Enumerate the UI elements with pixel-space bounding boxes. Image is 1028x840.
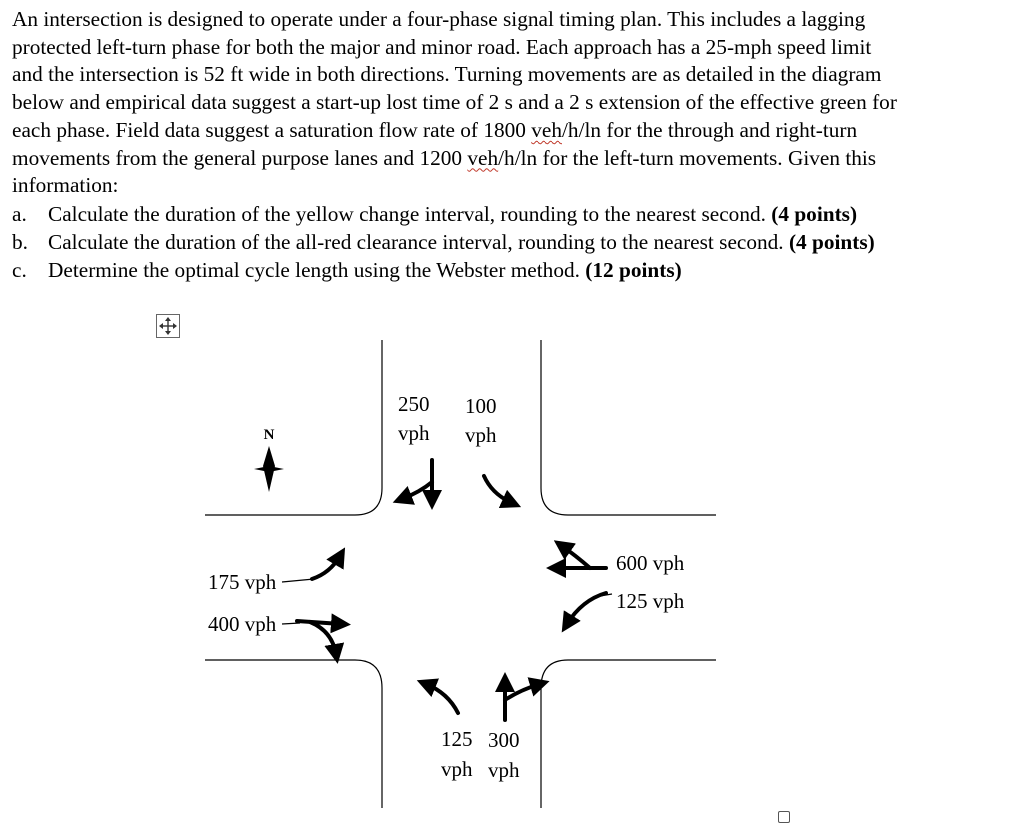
eastbound-left-arrow-icon	[312, 556, 340, 579]
northbound-left-arrow-icon	[505, 684, 540, 700]
problem-line-3: and the intersection is 52 ft wide in both directions. Turning movements are as detailed in the diagram	[12, 62, 882, 87]
eastbound-right-arrow-icon	[310, 622, 336, 654]
eastbound-through-leader	[282, 623, 300, 624]
question-marker: c.	[12, 258, 27, 282]
problem-line-4: below and empirical data suggest a start-up lost time of 2 s and a 2 s extension of the effective green for	[12, 90, 897, 115]
sb-left-unit: vph	[465, 423, 497, 447]
question-points: (12 points)	[585, 258, 682, 282]
nb-left-volume: 125	[441, 727, 473, 751]
north-arrow-icon	[254, 427, 284, 492]
wb-left-volume: 125 vph	[616, 589, 685, 613]
question-marker: b.	[12, 230, 28, 254]
movement-arrows	[297, 460, 606, 720]
nb-through-unit: vph	[488, 758, 520, 782]
problem-line-5: each phase. Field data suggest a saturation flow rate of 1800 veh/h/ln for the through and right-turn	[12, 117, 858, 142]
eastbound-left-leader	[282, 579, 314, 582]
curb-northeast	[541, 340, 716, 515]
problem-line-7: information:	[12, 173, 119, 198]
sb-through-unit: vph	[398, 421, 430, 445]
nb-left-unit: vph	[441, 757, 473, 781]
question-text: Calculate the duration of the all-red clearance interval, rounding to the nearest second.	[48, 230, 789, 254]
nb-through-volume: 300	[488, 728, 520, 752]
curb-northwest	[205, 340, 382, 515]
eastbound-through-arrow-icon	[297, 621, 341, 624]
checkbox-icon[interactable]	[778, 811, 790, 823]
problem-line-2: protected left-turn phase for both the major and minor road. Each approach has a 25-mph speed limit	[12, 34, 872, 59]
north-label: N	[263, 427, 275, 443]
problem-line-1: An intersection is designed to operate under a four-phase signal timing plan. This includes a lagging	[12, 7, 866, 31]
question-text: Determine the optimal cycle length using the Webster method.	[48, 258, 586, 282]
westbound-left-arrow-icon	[562, 546, 590, 568]
southbound-right-arrow-icon	[484, 476, 512, 503]
curb-southeast	[541, 660, 716, 808]
westbound-right-arrow-icon	[567, 593, 606, 624]
eb-through-volume: 400 vph	[208, 612, 277, 636]
question-points: (4 points)	[771, 202, 858, 226]
curb-southwest	[205, 660, 382, 808]
move-arrows-icon[interactable]	[156, 314, 180, 338]
northbound-right-arrow-icon	[426, 684, 458, 713]
southbound-left-arrow-icon	[402, 482, 432, 499]
eb-left-volume: 175 vph	[208, 570, 277, 594]
question-marker: a.	[12, 202, 27, 226]
problem-line-6: movements from the general purpose lanes and 1200 veh/h/ln for the left-turn movements. Given this	[12, 145, 877, 170]
question-points: (4 points)	[788, 230, 875, 254]
sb-left-volume: 100	[465, 394, 497, 418]
question-text: Calculate the duration of the yellow change interval, rounding to the nearest second.	[48, 202, 772, 226]
sb-through-volume: 250	[398, 392, 430, 416]
wb-through-volume: 600 vph	[616, 551, 685, 575]
